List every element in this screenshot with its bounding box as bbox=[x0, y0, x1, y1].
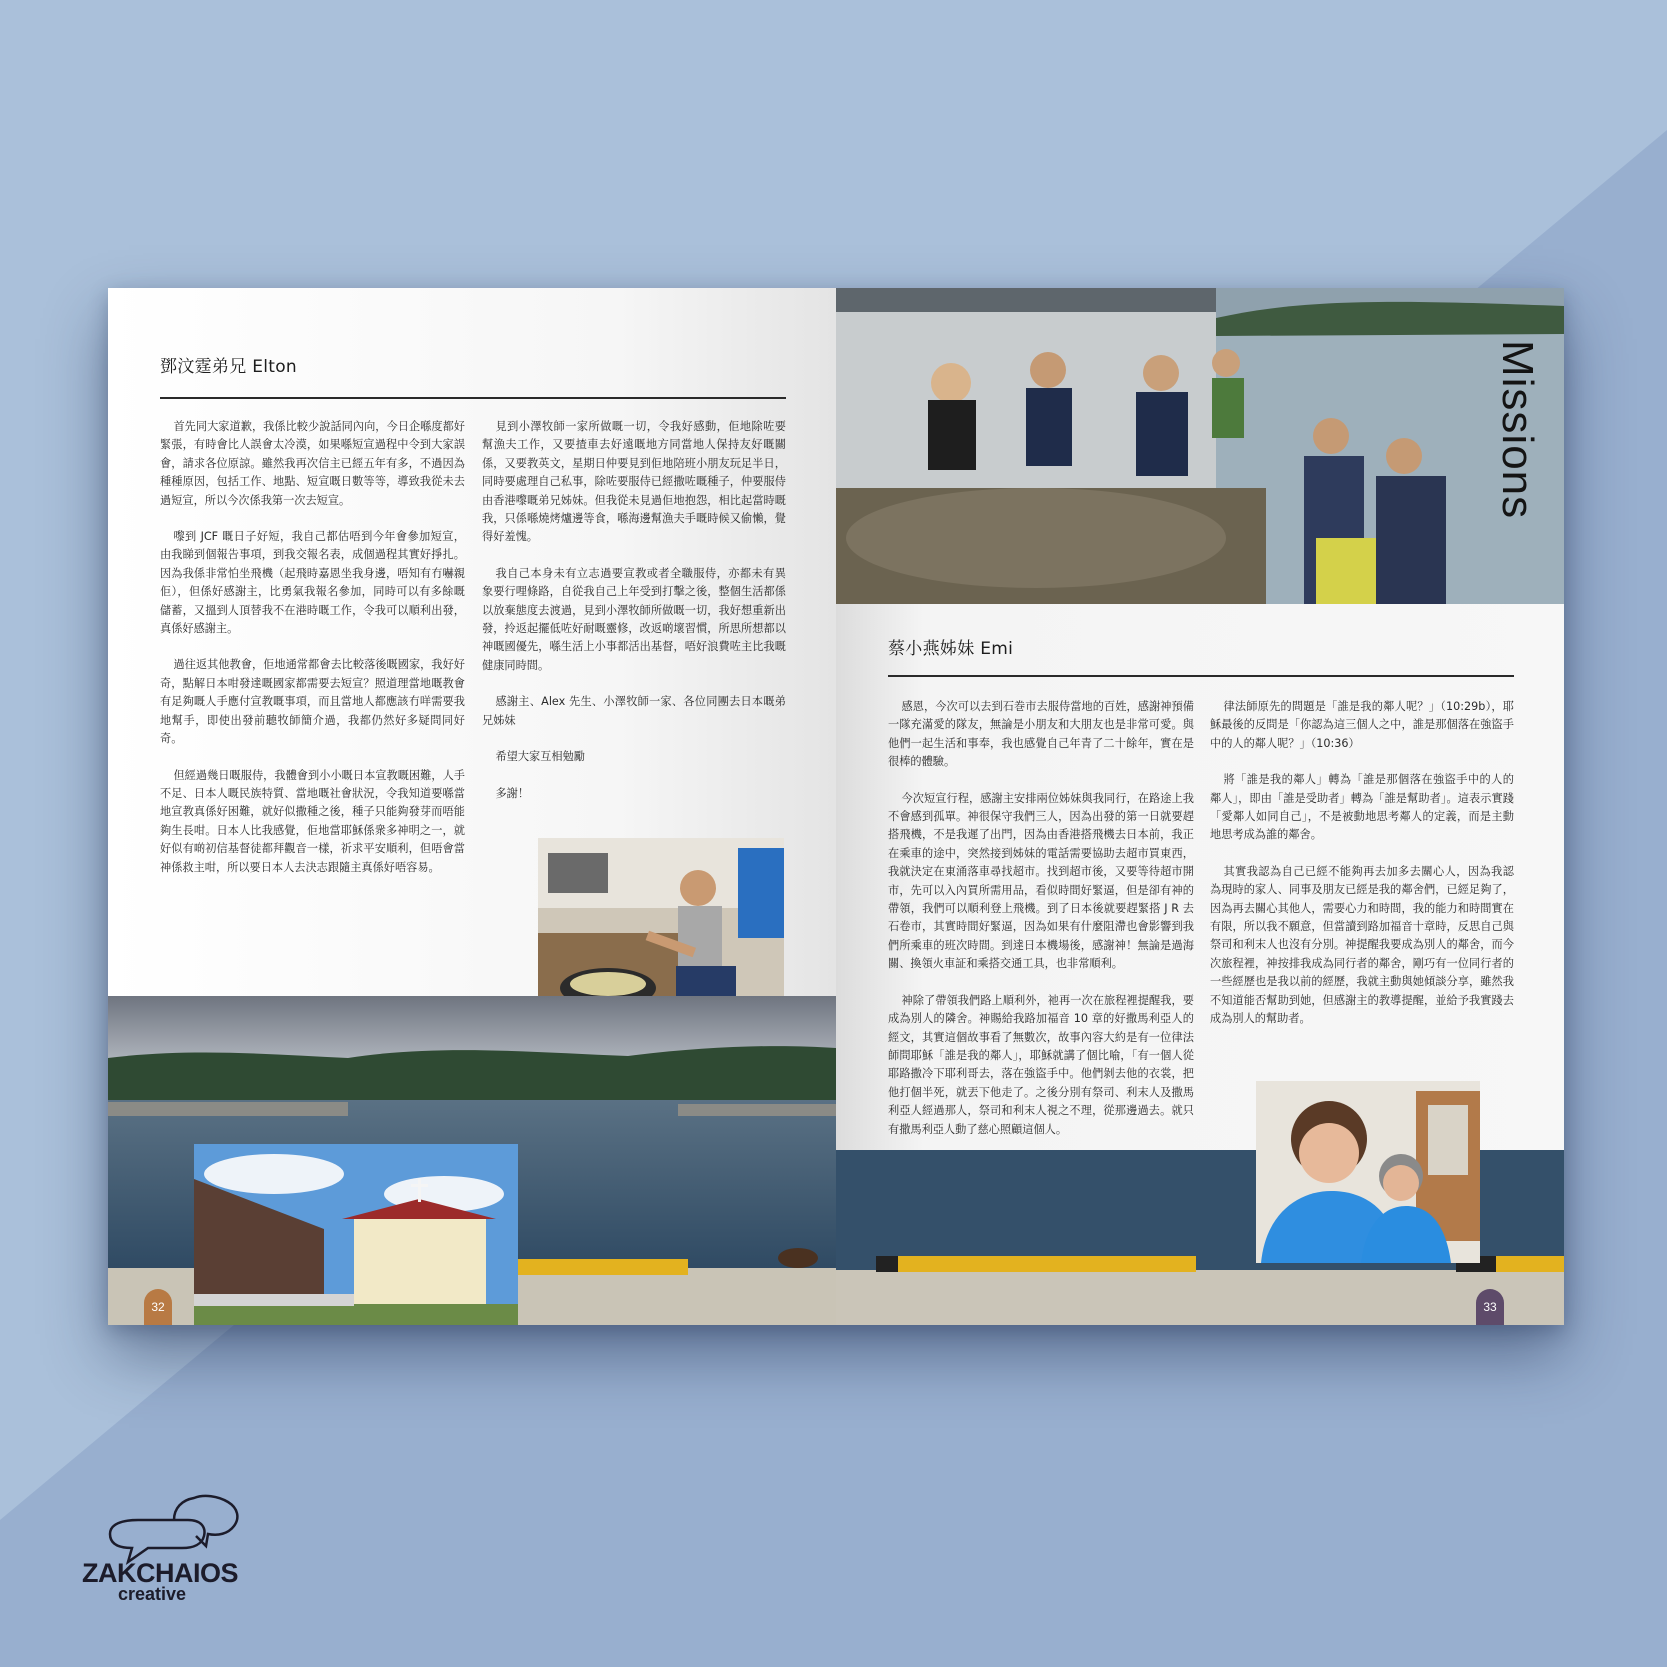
page-left bbox=[108, 288, 836, 1325]
page-number-right: 33 bbox=[1476, 1289, 1504, 1325]
section-title: Missions bbox=[1493, 340, 1542, 520]
page-right bbox=[836, 288, 1564, 1325]
paragraph: 感恩，今次可以去到石巻市去服侍當地的百姓，感謝神預備一隊充滿愛的隊友，無論是小朋友和大朋友也是非常可愛。與他們一起生活和事奉，我也感覺自己年青了二十餘年，實在是很棒的體驗。 bbox=[888, 700, 1194, 769]
selfie-photo bbox=[1256, 1081, 1480, 1263]
church-photo bbox=[194, 1144, 518, 1325]
page-number-left: 32 bbox=[144, 1289, 172, 1325]
paragraph: 我自己本身未有立志過要宣教或者全職服侍，亦都未有異象要行哩條路，自從我自己上年受到打擊之後，整個生活都係以放棄態度去渡過，見到小澤牧師所做嘅一切，我好想重新出發，拎返起擺低咗好耐嘅靈修，改返啲壞習慣，所思所想都以神嘅國優先，喺生活上小事都活出基督，唔好浪費咗主比我嘅健康同時間。 bbox=[482, 566, 786, 672]
paragraph: 首先同大家道歉，我係比較少說話同內向，今日企喺度都好緊張，有時會比人誤會太冷漠，如果喺短宣過程中令到大家誤會，請求各位原諒。雖然我再次信主已經五年有多，不過因為種種原因，包括工作、地點、短宣嘅日數等等，導致我從未去過短宣，所以今次係我第一次去短宣。 bbox=[160, 420, 465, 507]
author-name-right: 蔡小燕姊妹 Emi bbox=[888, 639, 1014, 659]
paragraph: 希望大家互相勉勵 bbox=[495, 750, 585, 764]
paragraph: 感謝主、Alex 先生、小澤牧師一家、各位同團去日本嘅弟兄姊妹 bbox=[482, 695, 786, 727]
article-column-2 bbox=[482, 418, 786, 821]
author-name-left: 鄧汶霆弟兄 Elton bbox=[160, 357, 298, 377]
author-rule-left bbox=[160, 397, 786, 399]
paragraph: 過往返其他教會，佢地通常都會去比較落後嘅國家，我好好奇，點解日本咁發達嘅國家都需要去短宣？照道理當地嘅教會有足夠嘅人手應付宣教嘅事項，而且當地人都應該冇咩需要我地幫手，即使出發前聽牧師簡介過，我都仍然好多疑問同好奇。 bbox=[160, 658, 465, 746]
paragraph: 將「誰是我的鄰人」轉為「誰是那個落在強盜手中的人的鄰人」，即由「誰是受助者」轉為「誰是幫助者」。這表示實踐「愛鄰人如同自己」，不是被動地思考鄰人的定義，而是主動地思考成為誰的鄰舍。 bbox=[1210, 773, 1514, 842]
paragraph: 但經過幾日嘅服侍，我體會到小小嘅日本宣教嘅困難，人手不足、日本人嘅民族特質、當地嘅社會狀況，令我知道要喺當地宣教真係好困難，就好似撒種之後，種子只能夠發芽而唔能夠生長咁。日本人比我感覺，佢地當耶穌係衆多神明之一，就好似有啲初信基督徒都拜觀音一樣，祈求平安順利，但唔會當神係救主咁，所以要日本人去決志跟隨主真係好唔容易。 bbox=[160, 768, 465, 874]
brand-tagline: creative bbox=[118, 1584, 187, 1604]
paragraph: 多謝！ bbox=[495, 786, 530, 800]
oyster-boat-photo bbox=[836, 288, 1564, 604]
paragraph: 嚟到 JCF 嘅日子好短，我自己都估唔到今年會參加短宣，由我睇到個報告事項，到我交報名表，成個過程其實好掙扎。因為我係非常怕坐飛機（起飛時嘉恩坐我身邊，唔知有冇嚇親佢），但係好感謝主，比勇氣我報名參加，同時可以有多餘嘅儲蓄，又搵到人頂替我不在港時嘅工作，令我可以順利出發，真係好感謝主。 bbox=[160, 530, 465, 636]
article-column-1 bbox=[160, 418, 465, 895]
author-rule-right bbox=[888, 675, 1514, 677]
paragraph: 其實我認為自己已經不能夠再去加多去關心人，因為我認為現時的家人、同事及朋友已經是我的鄰舍們，已經足夠了，因為再去關心其他人，需要心力和時間，我的能力和時間實在有限，所以我不願意，但當讀到路加福音十章時，反思自己與祭司和利末人也沒有分別。神提醒我要成為別人的鄰舍，而今次旅程裡，神按排我成為同行者的鄰舍，剛巧有一位同行者的一些經歷也是我以前的經歷，我就主動與她傾談分享，雖然我不知道能否幫助到她，但感謝主的教導提醒，並給予我實踐去成為別人的幫助者。 bbox=[1210, 864, 1514, 1026]
paragraph: 今次短宣行程，感謝主安排兩位姊妹與我同行，在路途上我不會感到孤單。神很保守我們三人，因為出發的第一日就要趕搭飛機，不是我遲了出門，因為由香港搭飛機去日本前，我正在乘車的途中，突然接到姊妹的電話需要協助去超市買東西，我就決定在東涌落車尋找超市。找到超市後，又要等待超市開市，先可以入內買所需用品，看似時間好緊逼，但是卻有神的帶領，我們可以順利登上飛機。到了日本後就要趕緊搭 J R 去石卷市，其實時間好緊逼，因為如果有什麼阻滯也會影響到我們所乘車的班次時間。到達日本機場後，感謝神！無論是過海關、換領火車証和乘搭交通工具，也非常順利。 bbox=[888, 791, 1194, 971]
magazine-spread bbox=[108, 288, 1564, 1325]
paragraph: 律法師原先的問題是「誰是我的鄰人呢？」（10:29b），耶穌最後的反問是「你認為這三個人之中，誰是那個落在強盜手中的人的鄰人呢？」（10:36） bbox=[1210, 700, 1514, 750]
article-column-4 bbox=[1210, 698, 1514, 1047]
paragraph: 神除了帶領我們路上順利外，祂再一次在旅程裡提醒我，要成為別人的隣舍。神賜給我路加福音 10 章的好撒馬利亞人的經文，其實這個故事看了無數次，故事內容大約是有一位律法師問耶穌「誰是我的鄰人」，耶穌就講了個比喻，「有一個人從耶路撒冷下耶利哥去，落在強盜手中。他們剝去他的衣裳，把他打個半死，就丟下他走了。之後分別有祭司、利末人及撒馬利亞人經過那人，祭司和利末人視之不理，從那邊過去。就只有撒馬利亞人動了慈心照顧這個人。 bbox=[888, 993, 1194, 1136]
cooking-photo bbox=[538, 838, 784, 1020]
paragraph: 見到小澤牧師一家所做嘅一切，令我好感動，佢地除咗要幫漁夫工作，又要揸車去好遠嘅地方同當地人保持友好嘅關係，又要教英文，星期日仲要見到佢地陪班小朋友玩足半日，同時要處理自己私事，除咗要服侍已經撒咗嘅種子，仲要服侍由香港嚟嘅弟兄姊妹。但我從未見過佢地抱怨，相比起當時嘅我，只係喺燒烤爐邊等食，喺海邊幫漁夫手嘅時候又偷懶，覺得好羞愧。 bbox=[482, 420, 786, 544]
brand-name: ZAKCHAIOS bbox=[82, 1558, 238, 1588]
article-column-3 bbox=[888, 698, 1194, 1157]
